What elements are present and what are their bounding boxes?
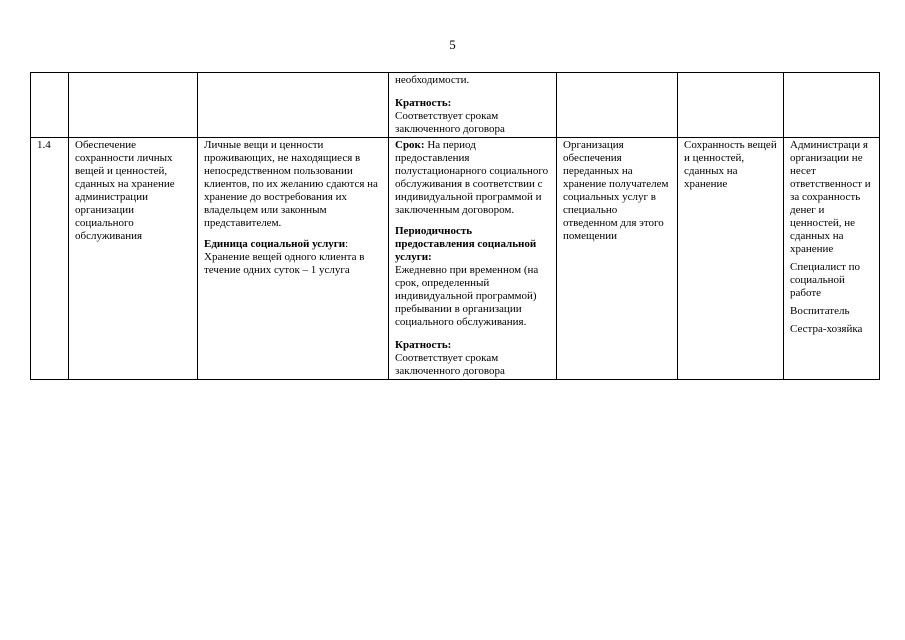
cell-responsibility [784, 138, 880, 380]
frequency-label: Кратность: [395, 339, 452, 351]
cell-responsibility [784, 73, 880, 138]
unit-label: Единица социальной услуги [204, 238, 346, 250]
cell-terms [389, 138, 557, 380]
unit-colon: : [345, 238, 349, 250]
staff-item: Сестра-хозяйка [790, 323, 863, 335]
page-number: 5 [449, 37, 456, 52]
row-number: 1.4 [37, 139, 51, 151]
cell-conditions [557, 138, 678, 380]
cell-number [31, 73, 69, 138]
service-description: Личные вещи и ценности проживающих, не находящиеся в непосредственном пользовании клиентов, по их желанию сдаются на хранение до востребования их владельцем или законным представителем. [204, 139, 378, 229]
responsibility-note: Администраци я организации не несет ответственност и за сохранность денег и ценностей, не сданных на хранение [790, 139, 871, 255]
cell-number [31, 138, 69, 380]
frequency-text: Соответствует срокам заключенного договора [395, 352, 505, 377]
cell-service-name [69, 138, 198, 380]
frequency-text: Соответствует срокам заключенного договора [395, 110, 505, 135]
table-row-1-4 [31, 138, 880, 380]
term-text: На период предоставления полустационарного социального обслуживания в соответствии с индивидуальной программой и заключенным договором. [395, 139, 549, 216]
cell-description [198, 138, 389, 380]
staff-item: Специалист по социальной работе [790, 261, 861, 299]
cell-service-name [69, 73, 198, 138]
service-result: Сохранность вещей и ценностей, сданных на хранение [684, 139, 777, 190]
cell-result [678, 138, 784, 380]
cell-result [678, 73, 784, 138]
table-row-continued [31, 73, 880, 138]
cell-terms [389, 73, 557, 138]
service-name: Обеспечение сохранности личных вещей и ценностей, сданных на хранение администрации организации социального обслуживания [75, 139, 175, 242]
term-tail: необходимости. [395, 74, 470, 86]
periodicity-text: Ежедневно при временном (на срок, определенный индивидуальной программой) пребывании в организации социального обслуживания. [395, 264, 539, 328]
service-conditions: Организация обеспечения переданных на хранение получателем социальных услуг в специально отведенном для этого помещении [563, 139, 669, 242]
services-table [30, 72, 880, 380]
cell-conditions [557, 73, 678, 138]
periodicity-label: Периодичность предоставления социальной услуги: [395, 225, 537, 263]
staff-item: Воспитатель [790, 305, 850, 317]
term-label: Срок: [395, 139, 425, 151]
cell-description [198, 73, 389, 138]
unit-text: Хранение вещей одного клиента в течение одних суток – 1 услуга [204, 251, 365, 276]
frequency-label: Кратность: [395, 97, 452, 109]
